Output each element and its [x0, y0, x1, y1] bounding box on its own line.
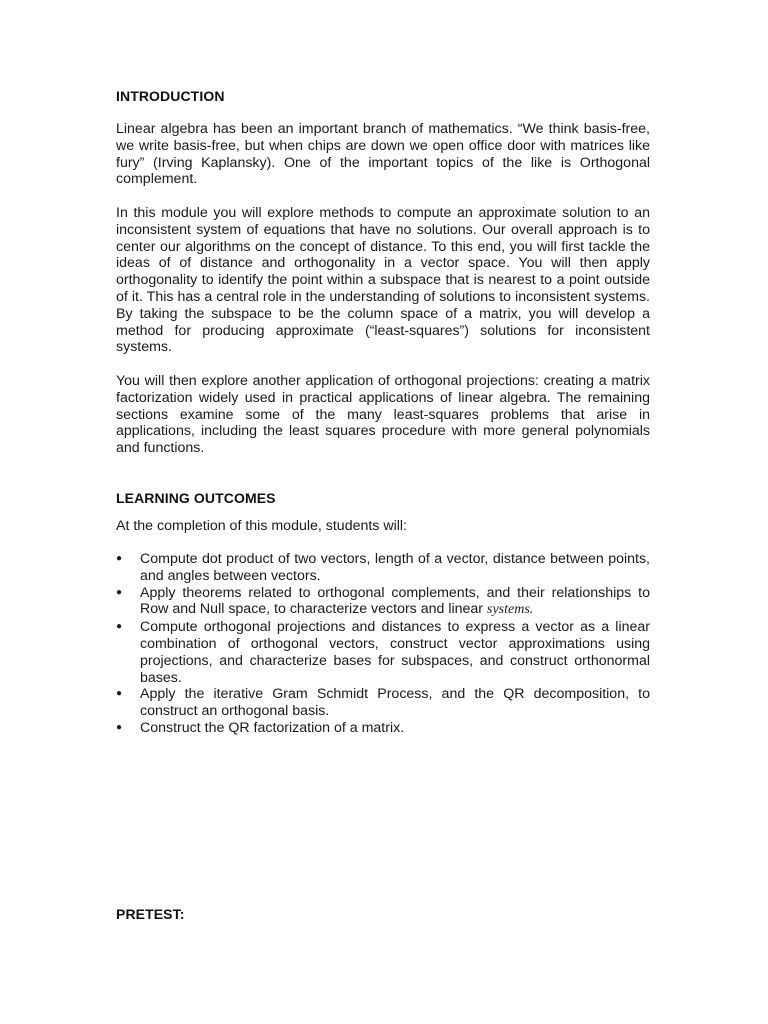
- bullet-icon: ●: [116, 721, 123, 733]
- learning-outcomes-list: [116, 551, 650, 737]
- bullet-icon: ●: [116, 688, 123, 700]
- list-item-text-tail: systems.: [487, 602, 534, 618]
- bullet-icon: ●: [116, 553, 123, 564]
- learning-outcomes-intro: At the completion of this module, students will:: [116, 518, 407, 534]
- intro-paragraph-1: Linear algebra has been an important branch of mathematics. “We think basis-free, we write basis-free, but when chips are down we open office door with matrices like fury” (Irving Kaplansky). One of the important topics of the like is Orthogonal complement.: [116, 121, 650, 188]
- introduction-heading: INTRODUCTION: [116, 88, 225, 104]
- learning-outcomes-heading: LEARNING OUTCOMES: [116, 490, 276, 506]
- bullet-icon: ●: [116, 586, 123, 598]
- intro-paragraph-3: You will then explore another application of orthogonal projections: creating a matrix factorization widely used in practical applications of linear algebra. The remaining sections examine some of the many least-squares problems that arise in applications, including the least squares procedure with more general polynomials and functions.: [116, 373, 650, 457]
- list-item: [116, 720, 650, 737]
- list-item-text: Compute orthogonal projections and distances to express a vector as a linear combination of orthogonal vectors, construct vector approximations using projections, and characterize bases for subspaces, and construct orthonormal bases.: [140, 619, 650, 686]
- list-item: [116, 585, 650, 620]
- list-item-text: Apply theorems related to orthogonal complements, and their relationships to Row and Null space, to characterize vectors and linear: [140, 584, 650, 618]
- list-item-text: Compute dot product of two vectors, length of a vector, distance between points, and angles between vectors.: [140, 551, 650, 584]
- list-item: [116, 619, 650, 686]
- pretest-heading: PRETEST:: [116, 906, 185, 922]
- list-item: [116, 686, 650, 720]
- intro-paragraph-2: In this module you will explore methods to compute an approximate solution to an inconsistent system of equations that have no solutions. Our overall approach is to center our algorithms on the concept of distance. To this end, you will first tackle the ideas of of distance and orthogonality in a vector space. You will then apply orthogonality to identify the point within a subspace that is nearest to a point outside of it. This has a central role in the understanding of solutions to inconsistent systems. By taking the subspace to be the column space of a matrix, you will develop a method for producing approximate (“least-squares”) solutions for inconsistent systems.: [116, 205, 650, 356]
- list-item-text: Construct the QR factorization of a matrix.: [140, 719, 405, 736]
- bullet-icon: ●: [116, 621, 123, 633]
- list-item-text: Apply the iterative Gram Schmidt Process, and the QR decomposition, to construct an orthogonal basis.: [140, 686, 650, 720]
- list-item: [116, 551, 650, 585]
